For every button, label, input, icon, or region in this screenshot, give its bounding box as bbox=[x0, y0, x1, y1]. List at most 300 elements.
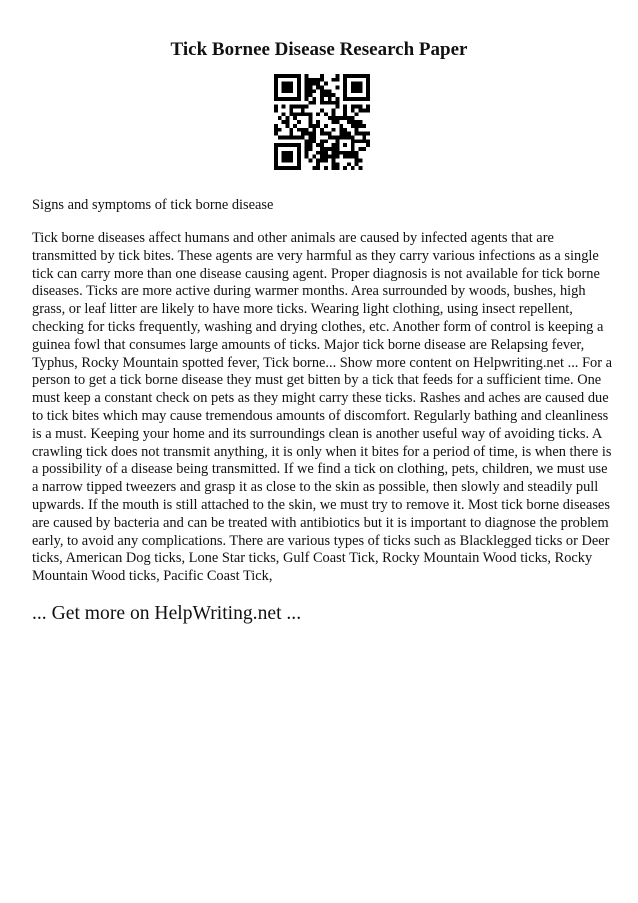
qr-module bbox=[320, 78, 324, 82]
qr-module bbox=[312, 128, 316, 132]
qr-module bbox=[282, 155, 286, 159]
qr-module bbox=[316, 124, 320, 128]
qr-module bbox=[339, 116, 343, 120]
qr-module bbox=[293, 105, 297, 109]
qr-module bbox=[351, 151, 355, 155]
qr-module bbox=[332, 135, 336, 139]
qr-module bbox=[305, 147, 309, 151]
qr-module bbox=[320, 97, 324, 101]
qr-module bbox=[282, 82, 286, 86]
qr-module bbox=[286, 151, 290, 155]
qr-module bbox=[324, 82, 328, 86]
qr-module bbox=[278, 166, 282, 170]
qr-module bbox=[355, 162, 359, 166]
qr-module bbox=[366, 109, 370, 113]
qr-module bbox=[347, 97, 351, 101]
qr-module bbox=[309, 120, 313, 124]
qr-module bbox=[343, 166, 347, 170]
qr-module bbox=[324, 166, 328, 170]
qr-module bbox=[332, 166, 336, 170]
qr-module bbox=[286, 124, 290, 128]
qr-module bbox=[274, 93, 278, 97]
qr-module bbox=[278, 116, 282, 120]
qr-module bbox=[282, 120, 286, 124]
qr-module bbox=[358, 105, 362, 109]
qr-module bbox=[335, 116, 339, 120]
qr-module bbox=[366, 97, 370, 101]
qr-module bbox=[274, 128, 278, 132]
qr-module bbox=[339, 124, 343, 128]
qr-module bbox=[358, 82, 362, 86]
qr-module bbox=[343, 74, 347, 78]
qr-module bbox=[332, 120, 336, 124]
qr-module bbox=[297, 112, 301, 116]
qr-module bbox=[358, 132, 362, 136]
qr-module bbox=[332, 128, 336, 132]
qr-module bbox=[289, 166, 293, 170]
qr-module bbox=[366, 89, 370, 93]
qr-module bbox=[343, 151, 347, 155]
qr-module bbox=[335, 155, 339, 159]
qr-module bbox=[351, 147, 355, 151]
qr-module bbox=[305, 139, 309, 143]
qr-module bbox=[343, 89, 347, 93]
qr-module bbox=[362, 74, 366, 78]
qr-module bbox=[274, 155, 278, 159]
qr-module bbox=[289, 135, 293, 139]
qr-module bbox=[274, 105, 278, 109]
qr-module bbox=[358, 97, 362, 101]
qr-module bbox=[289, 128, 293, 132]
qr-code-icon bbox=[274, 74, 370, 170]
qr-module bbox=[309, 135, 313, 139]
qr-module bbox=[282, 158, 286, 162]
qr-module bbox=[332, 93, 336, 97]
qr-module bbox=[320, 139, 324, 143]
qr-module bbox=[289, 89, 293, 93]
qr-module bbox=[366, 82, 370, 86]
qr-module bbox=[289, 97, 293, 101]
qr-module bbox=[312, 132, 316, 136]
qr-module bbox=[339, 135, 343, 139]
qr-module bbox=[351, 82, 355, 86]
qr-module bbox=[312, 155, 316, 159]
qr-module bbox=[309, 124, 313, 128]
qr-module bbox=[282, 74, 286, 78]
qr-module bbox=[286, 143, 290, 147]
qr-module bbox=[347, 155, 351, 159]
qr-module bbox=[351, 97, 355, 101]
qr-module bbox=[358, 89, 362, 93]
qr-module bbox=[332, 158, 336, 162]
qr-module bbox=[312, 124, 316, 128]
qr-module bbox=[324, 139, 328, 143]
qr-module bbox=[320, 128, 324, 132]
qr-module bbox=[324, 155, 328, 159]
qr-module bbox=[301, 132, 305, 136]
qr-module bbox=[293, 124, 297, 128]
qr-module bbox=[278, 128, 282, 132]
qr-module bbox=[324, 132, 328, 136]
qr-module bbox=[297, 162, 301, 166]
qr-module bbox=[282, 143, 286, 147]
qr-module bbox=[297, 155, 301, 159]
qr-module bbox=[343, 155, 347, 159]
qr-module bbox=[351, 86, 355, 90]
qr-module bbox=[297, 143, 301, 147]
qr-module bbox=[289, 109, 293, 113]
qr-module bbox=[351, 124, 355, 128]
qr-module bbox=[355, 151, 359, 155]
qr-module bbox=[343, 86, 347, 90]
qr-module bbox=[309, 93, 313, 97]
qr-module bbox=[351, 143, 355, 147]
qr-module bbox=[301, 128, 305, 132]
qr-module bbox=[335, 101, 339, 105]
qr-module bbox=[366, 78, 370, 82]
qr-module bbox=[328, 135, 332, 139]
qr-module bbox=[332, 155, 336, 159]
qr-module bbox=[301, 112, 305, 116]
qr-module bbox=[297, 158, 301, 162]
qr-module bbox=[289, 143, 293, 147]
qr-module bbox=[332, 116, 336, 120]
qr-module bbox=[343, 112, 347, 116]
qr-module bbox=[286, 74, 290, 78]
qr-module bbox=[366, 93, 370, 97]
qr-module bbox=[355, 82, 359, 86]
qr-module bbox=[297, 135, 301, 139]
qr-module bbox=[320, 86, 324, 90]
qr-module bbox=[358, 124, 362, 128]
qr-module bbox=[286, 89, 290, 93]
qr-module bbox=[347, 162, 351, 166]
qr-module bbox=[297, 147, 301, 151]
qr-module bbox=[309, 132, 313, 136]
qr-module bbox=[274, 151, 278, 155]
qr-module bbox=[309, 101, 313, 105]
qr-module bbox=[316, 162, 320, 166]
qr-module bbox=[335, 78, 339, 82]
qr-module bbox=[343, 116, 347, 120]
qr-module bbox=[274, 74, 278, 78]
qr-module bbox=[355, 139, 359, 143]
qr-module bbox=[324, 151, 328, 155]
qr-module bbox=[335, 120, 339, 124]
qr-module bbox=[335, 135, 339, 139]
qr-module bbox=[355, 132, 359, 136]
qr-module bbox=[355, 120, 359, 124]
qr-module bbox=[312, 166, 316, 170]
qr-module bbox=[305, 155, 309, 159]
qr-module bbox=[332, 101, 336, 105]
qr-module bbox=[358, 147, 362, 151]
qr-module bbox=[278, 97, 282, 101]
qr-module bbox=[328, 116, 332, 120]
qr-module bbox=[320, 109, 324, 113]
qr-module bbox=[335, 74, 339, 78]
qr-module bbox=[293, 74, 297, 78]
qr-module bbox=[316, 143, 320, 147]
qr-module bbox=[339, 132, 343, 136]
qr-module bbox=[355, 74, 359, 78]
qr-module bbox=[305, 89, 309, 93]
qr-module bbox=[286, 116, 290, 120]
qr-module bbox=[332, 151, 336, 155]
qr-module bbox=[316, 120, 320, 124]
qr-module bbox=[297, 89, 301, 93]
qr-module bbox=[351, 109, 355, 113]
qr-module bbox=[347, 120, 351, 124]
qr-module bbox=[286, 86, 290, 90]
qr-module bbox=[343, 128, 347, 132]
qr-module bbox=[289, 82, 293, 86]
qr-module bbox=[297, 128, 301, 132]
qr-module bbox=[316, 78, 320, 82]
qr-module bbox=[355, 128, 359, 132]
qr-module bbox=[305, 86, 309, 90]
qr-module bbox=[343, 135, 347, 139]
qr-module bbox=[274, 86, 278, 90]
qr-module bbox=[316, 112, 320, 116]
qr-module bbox=[362, 139, 366, 143]
qr-module bbox=[286, 97, 290, 101]
qr-module bbox=[347, 151, 351, 155]
qr-module bbox=[274, 143, 278, 147]
qr-module bbox=[328, 89, 332, 93]
qr-module bbox=[358, 139, 362, 143]
qr-module bbox=[316, 151, 320, 155]
qr-module bbox=[282, 86, 286, 90]
qr-module bbox=[320, 93, 324, 97]
qr-module bbox=[347, 74, 351, 78]
qr-module bbox=[312, 78, 316, 82]
qr-module bbox=[278, 74, 282, 78]
qr-module bbox=[332, 112, 336, 116]
qr-module bbox=[289, 86, 293, 90]
qr-module bbox=[362, 147, 366, 151]
qr-module bbox=[297, 105, 301, 109]
qr-module bbox=[335, 97, 339, 101]
qr-module bbox=[324, 147, 328, 151]
qr-module bbox=[366, 139, 370, 143]
qr-module bbox=[286, 155, 290, 159]
qr-module bbox=[309, 89, 313, 93]
qr-module bbox=[328, 93, 332, 97]
qr-module bbox=[297, 86, 301, 90]
qr-module bbox=[293, 135, 297, 139]
qr-module bbox=[351, 166, 355, 170]
qr-module bbox=[320, 89, 324, 93]
qr-module bbox=[274, 162, 278, 166]
qr-module bbox=[324, 93, 328, 97]
qr-module bbox=[316, 82, 320, 86]
qr-module bbox=[320, 132, 324, 136]
qr-module bbox=[320, 147, 324, 151]
qr-module bbox=[335, 147, 339, 151]
qr-module bbox=[293, 97, 297, 101]
qr-module bbox=[347, 135, 351, 139]
qr-module bbox=[305, 78, 309, 82]
qr-module bbox=[289, 74, 293, 78]
qr-module bbox=[289, 158, 293, 162]
qr-module bbox=[355, 155, 359, 159]
qr-module bbox=[305, 74, 309, 78]
qr-module bbox=[309, 158, 313, 162]
qr-module bbox=[335, 143, 339, 147]
qr-module bbox=[274, 124, 278, 128]
qr-module bbox=[362, 124, 366, 128]
document-title: Tick Bornee Disease Research Paper bbox=[170, 39, 468, 60]
qr-module bbox=[347, 116, 351, 120]
qr-module bbox=[335, 139, 339, 143]
qr-module bbox=[320, 158, 324, 162]
qr-module bbox=[274, 132, 278, 136]
qr-module bbox=[289, 112, 293, 116]
qr-module bbox=[335, 151, 339, 155]
qr-module bbox=[343, 105, 347, 109]
qr-module bbox=[339, 151, 343, 155]
qr-module bbox=[312, 89, 316, 93]
qr-module bbox=[305, 143, 309, 147]
qr-module bbox=[355, 97, 359, 101]
qr-module bbox=[351, 120, 355, 124]
qr-module bbox=[289, 132, 293, 136]
get-more-link[interactable]: ... Get more on HelpWriting.net ... bbox=[32, 603, 302, 624]
qr-module bbox=[305, 128, 309, 132]
qr-module bbox=[286, 120, 290, 124]
qr-module bbox=[297, 120, 301, 124]
qr-module bbox=[282, 112, 286, 116]
qr-module bbox=[355, 86, 359, 90]
qr-module bbox=[351, 89, 355, 93]
qr-module bbox=[309, 143, 313, 147]
qr-module bbox=[312, 135, 316, 139]
qr-module bbox=[282, 89, 286, 93]
qr-module bbox=[366, 132, 370, 136]
qr-module bbox=[324, 112, 328, 116]
qr-module bbox=[309, 139, 313, 143]
qr-module bbox=[366, 143, 370, 147]
qr-module bbox=[274, 147, 278, 151]
qr-module bbox=[274, 166, 278, 170]
qr-module bbox=[305, 151, 309, 155]
qr-module bbox=[301, 109, 305, 113]
qr-module bbox=[286, 135, 290, 139]
qr-module bbox=[362, 132, 366, 136]
qr-module bbox=[343, 78, 347, 82]
qr-module bbox=[316, 166, 320, 170]
qr-module bbox=[320, 74, 324, 78]
qr-module bbox=[305, 82, 309, 86]
qr-module bbox=[332, 109, 336, 113]
qr-module bbox=[362, 97, 366, 101]
qr-module bbox=[328, 101, 332, 105]
qr-module bbox=[312, 101, 316, 105]
qr-module bbox=[274, 158, 278, 162]
qr-module bbox=[355, 105, 359, 109]
qr-module bbox=[335, 105, 339, 109]
qr-module bbox=[343, 109, 347, 113]
qr-module bbox=[286, 166, 290, 170]
qr-module bbox=[362, 109, 366, 113]
qr-module bbox=[289, 151, 293, 155]
qr-module bbox=[293, 116, 297, 120]
qr-module bbox=[324, 124, 328, 128]
qr-module bbox=[282, 105, 286, 109]
qr-module bbox=[358, 166, 362, 170]
qr-module bbox=[358, 109, 362, 113]
qr-module bbox=[282, 135, 286, 139]
qr-module bbox=[332, 143, 336, 147]
qr-module bbox=[347, 132, 351, 136]
qr-module bbox=[351, 155, 355, 159]
qr-module bbox=[305, 105, 309, 109]
qr-module bbox=[297, 93, 301, 97]
qr-module bbox=[324, 158, 328, 162]
qr-module bbox=[324, 89, 328, 93]
qr-module bbox=[305, 132, 309, 136]
qr-module bbox=[293, 166, 297, 170]
qr-module bbox=[343, 143, 347, 147]
qr-module bbox=[286, 158, 290, 162]
qr-module bbox=[335, 166, 339, 170]
qr-module bbox=[312, 82, 316, 86]
qr-module bbox=[278, 143, 282, 147]
qr-module bbox=[278, 135, 282, 139]
qr-module bbox=[355, 124, 359, 128]
qr-module bbox=[324, 101, 328, 105]
qr-module bbox=[282, 97, 286, 101]
qr-module bbox=[335, 162, 339, 166]
qr-module bbox=[312, 139, 316, 143]
qr-module bbox=[320, 143, 324, 147]
qr-module bbox=[328, 97, 332, 101]
qr-module bbox=[274, 82, 278, 86]
body-paragraph: Tick borne diseases affect humans and other animals are caused by infected agents that are transmitted by tick bites. These agents are very harmful as they carry various infections as a single tick can carry more than one disease causing agent. Proper diagnosis is not available for tick borne diseases. Ticks are more active during warmer months. Area surrounded by woods, bushes, high grass, or leaf litter are likely to have more ticks. Wearing light clothing, using insect repellent, checking for ticks frequently, washing and drying clothes, etc. Another form of control is keeping a guinea fowl that consumes large amounts of ticks. Major tick borne disease are Relapsing fever, Typhus, Rocky Mountain spotted fever, Tick borne... Show more content on Helpwriting.net ... For a person to get a tick borne disease they must get bitten by a tick that feeds for a sufficient time. One must keep a constant check on pets as they might carry these ticks. Rashes and aches are caused due to tick bites which may cause tremendous amounts of discomfort. Regularly bathing and cleanliness is a must. Keeping your home and its surroundings clean is another useful way of avoiding ticks. A crawling tick does not transmit anything, it is only when it bites for a period of time, is when there is a possibility of a disease being transmitted. If we find a tick on clothing, pets, children, we must use a narrow tipped tweezers and grasp it as close to the skin as possible, then slowly and steadily pull upwards. If the mouth is still attached to the skin, we must try to remove it. Most tick borne diseases are caused by bacteria and can be treated with antibiotics but it is important to diagnose the problem early, to avoid any complications. There are various types of ticks such as Blacklegged ticks or Deer ticks, American Dog ticks, Lone Star ticks, Gulf Coast Tick, Rocky Mountain Wood ticks, Rocky Mountain Wood ticks, Pacific Coast Tick, bbox=[32, 230, 612, 585]
qr-module bbox=[343, 132, 347, 136]
qr-module bbox=[309, 82, 313, 86]
qr-module bbox=[297, 82, 301, 86]
qr-module bbox=[332, 147, 336, 151]
qr-module bbox=[286, 82, 290, 86]
qr-module bbox=[328, 132, 332, 136]
qr-module bbox=[328, 155, 332, 159]
qr-module bbox=[289, 155, 293, 159]
qr-module bbox=[351, 135, 355, 139]
qr-module bbox=[309, 112, 313, 116]
qr-module bbox=[274, 109, 278, 113]
qr-module bbox=[305, 97, 309, 101]
qr-module bbox=[289, 105, 293, 109]
section-heading: Signs and symptoms of tick borne disease bbox=[32, 197, 274, 213]
qr-module bbox=[316, 86, 320, 90]
qr-module bbox=[274, 78, 278, 82]
qr-module bbox=[366, 86, 370, 90]
qr-module bbox=[320, 155, 324, 159]
qr-module bbox=[297, 78, 301, 82]
qr-module bbox=[343, 93, 347, 97]
qr-module bbox=[297, 97, 301, 101]
qr-module bbox=[366, 105, 370, 109]
qr-module bbox=[309, 147, 313, 151]
qr-module bbox=[297, 74, 301, 78]
qr-module bbox=[282, 166, 286, 170]
qr-module bbox=[358, 120, 362, 124]
qr-module bbox=[301, 135, 305, 139]
qr-module bbox=[355, 89, 359, 93]
qr-module bbox=[297, 166, 301, 170]
